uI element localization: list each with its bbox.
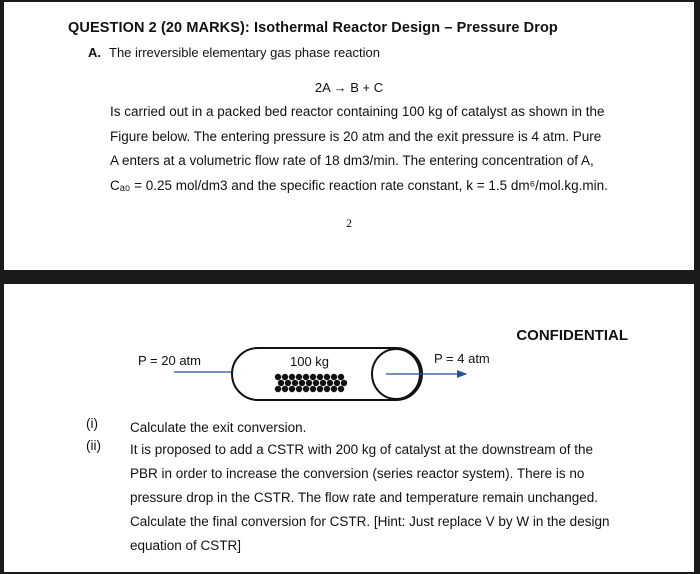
paragraph-line: Figure below. The entering pressure is 20 atm and the exit pressure is 4 atm. Pure (110, 128, 602, 144)
outlet-pressure-label: P = 4 atm (434, 351, 490, 366)
confidential-label: CONFIDENTIAL (516, 327, 628, 344)
page-number: 2 (346, 216, 352, 230)
question-title: QUESTION 2 (20 MARKS): Isothermal Reactor Design – Pressure Drop (68, 20, 558, 36)
item-number: (i) (86, 416, 98, 431)
paragraph-line: Cₐ₀ = 0.25 mol/dm3 and the specific reaction rate constant, k = 1.5 dm⁶/mol.kg.min. (110, 177, 608, 193)
paragraph-line: Is carried out in a packed bed reactor containing 100 kg of catalyst as shown in the (110, 104, 605, 119)
part-a-text: The irreversible elementary gas phase reaction (109, 45, 380, 60)
item-line: It is proposed to add a CSTR with 200 kg of catalyst at the downstream of the (130, 442, 593, 457)
item-number: (ii) (86, 438, 101, 453)
part-a-intro (88, 45, 380, 60)
item-text (130, 438, 650, 558)
part-a-letter: A. (88, 45, 101, 60)
item-line: Calculate the final conversion for CSTR. [Hint: Just replace V by W in the design (130, 514, 610, 529)
document-page-top (4, 2, 694, 270)
item-line: PBR in order to increase the conversion (series reactor system). There is no (130, 466, 585, 481)
reaction-equation: 2A → B + C (314, 80, 384, 95)
item-line: Calculate the exit conversion. (130, 420, 307, 435)
item-text (130, 416, 650, 440)
catalyst-pellets (275, 374, 347, 392)
catalyst-mass-label: 100 kg (290, 354, 330, 369)
problem-paragraph (110, 100, 650, 198)
paragraph-line: A enters at a volumetric flow rate of 18 dm3/min. The entering concentration of A, (110, 153, 594, 168)
document-page-bottom (4, 284, 694, 572)
item-line: pressure drop in the CSTR. The flow rate and temperature remain unchanged. (130, 490, 599, 505)
inlet-pressure-label: P = 20 atm (138, 353, 201, 368)
item-line: equation of CSTR] (130, 538, 242, 553)
